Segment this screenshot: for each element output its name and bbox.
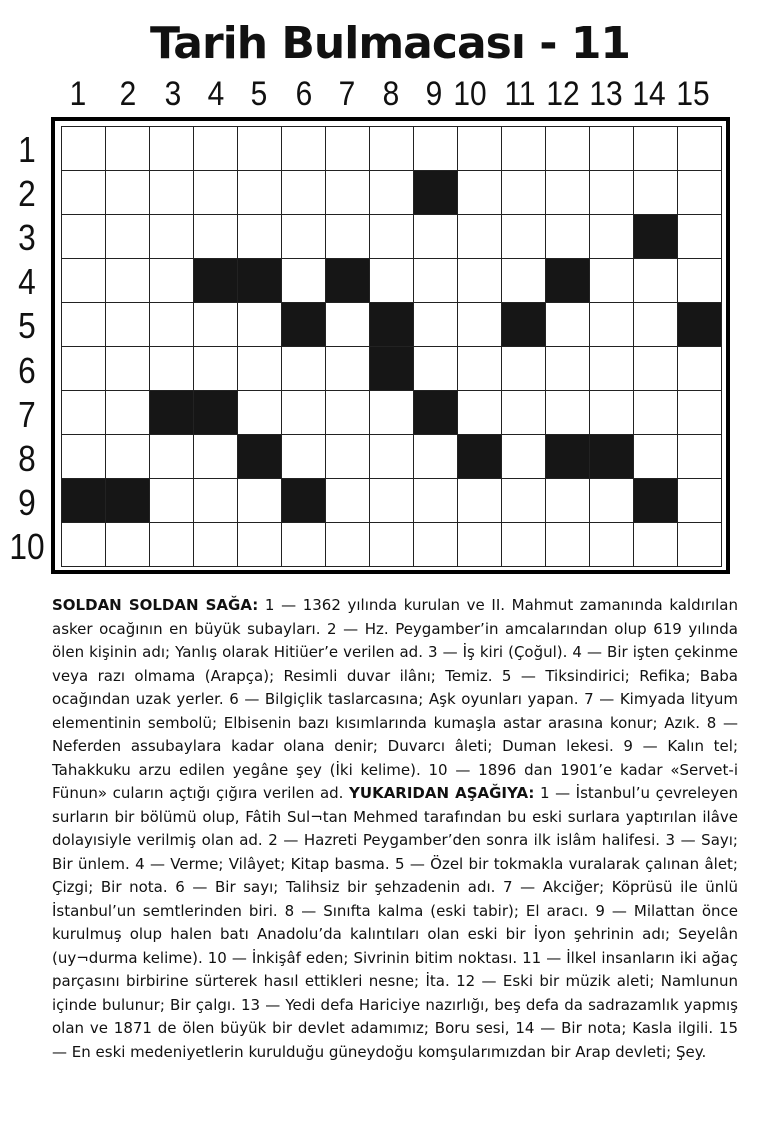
grid-cell[interactable] — [678, 347, 722, 391]
grid-cell[interactable] — [238, 391, 282, 435]
grid-cell[interactable] — [326, 215, 370, 259]
grid-cell[interactable] — [194, 127, 238, 171]
black-cell — [634, 215, 678, 259]
black-cell — [106, 479, 150, 523]
grid-cell[interactable] — [678, 523, 722, 567]
grid-cell[interactable] — [238, 479, 282, 523]
column-number: 5 — [250, 75, 268, 113]
row-number: 9 — [18, 481, 36, 523]
grid-cell[interactable] — [238, 215, 282, 259]
grid-cell[interactable] — [590, 303, 634, 347]
grid-cell[interactable] — [238, 523, 282, 567]
grid-cell[interactable] — [106, 391, 150, 435]
black-cell — [458, 435, 502, 479]
across-heading: SOLDAN SOLDAN SAĞA: — [52, 596, 259, 614]
grid-cell[interactable] — [150, 479, 194, 523]
grid-cell[interactable] — [238, 127, 282, 171]
grid-cell[interactable] — [502, 127, 546, 171]
grid-cell[interactable] — [546, 127, 590, 171]
grid-cell[interactable] — [458, 391, 502, 435]
column-number: 9 — [425, 75, 443, 113]
grid-cell[interactable] — [282, 391, 326, 435]
grid-cell[interactable] — [106, 127, 150, 171]
grid-cell[interactable] — [62, 391, 106, 435]
grid-cell[interactable] — [150, 303, 194, 347]
column-number: 11 — [504, 75, 536, 113]
grid-cell[interactable] — [238, 171, 282, 215]
down-clues: 1 — İstanbul’u çevreleyen surların bir bölümü olup, Fâtih Sul¬tan Mehmed tarafından bu eski surlara yaptırılan ilâve dolayısiyle verilmiş olan ad. 2 — Hazreti Peygamber’den sonra ilk islâm halifesi. 3 — Sayı; Bir ünlem. 4 — Verme; Vilâyet; Kitap basma. 5 — Özel bir tokmakla vuralarak çalınan âlet; Çizgi; Bir nota. 6 — Bir sayı; Talihsiz bir şehzadenin adı. 7 — Akciğer; Köprüsü ile ünlü İstanbul’un semtlerinden biri. 8 — Sınıfta kalma (eski tabir); El aracı. 9 — Milattan önce kurulmuş olup halen batı Anadolu’da kalıntıları olan eski bir İyon şehrinin adı; Seyelân (uy¬durma kelime). 10 — İnkişâf eden; Sivrinin bitim noktası. 11 — İlkel insanların iki ağaç parçasını birbirine sürterek hasıl ettikleri nesne; İta. 12 — Eski bir müzik aleti; Namlunun içinde bulunur; Bir çalgı. 13 — Yedi defa Hariciye nazırlığı, beş defa da sadrazamlık yapmış olan ve 1871 de ölen büyük bir devlet adamımız; Boru sesi, 14 — Bir nota; Kasla ilgili. 15 — En eski medeniyetlerin kurulduğu güneydoğu komşularımızdan bir Arap devleti; Şey. — [52, 784, 738, 1061]
grid-cell[interactable] — [634, 259, 678, 303]
grid-cell[interactable] — [414, 347, 458, 391]
grid-cell[interactable] — [678, 171, 722, 215]
grid-cell[interactable] — [678, 479, 722, 523]
grid-cell[interactable] — [238, 303, 282, 347]
grid-cell[interactable] — [414, 303, 458, 347]
grid-cell[interactable] — [634, 127, 678, 171]
column-number: 14 — [632, 75, 666, 113]
grid-cell[interactable] — [634, 347, 678, 391]
grid-cell[interactable] — [678, 215, 722, 259]
down-heading: YUKARIDAN AŞAĞIYA: — [349, 784, 535, 802]
black-cell — [62, 479, 106, 523]
grid-cell[interactable] — [150, 215, 194, 259]
grid-cell[interactable] — [502, 479, 546, 523]
grid-cell[interactable] — [678, 127, 722, 171]
row-number: 7 — [18, 393, 36, 435]
grid-cell[interactable] — [106, 435, 150, 479]
column-number: 12 — [546, 75, 580, 113]
row-number: 6 — [18, 349, 36, 391]
grid-cell[interactable] — [370, 215, 414, 259]
black-cell — [414, 171, 458, 215]
grid-cell[interactable] — [678, 435, 722, 479]
grid-cell[interactable] — [370, 523, 414, 567]
grid-cell[interactable] — [62, 127, 106, 171]
grid-cell[interactable] — [458, 259, 502, 303]
grid-cell[interactable] — [282, 127, 326, 171]
grid-cell[interactable] — [590, 171, 634, 215]
grid-cell[interactable] — [150, 347, 194, 391]
grid-cell[interactable] — [370, 171, 414, 215]
grid-cell[interactable] — [458, 215, 502, 259]
grid-cell[interactable] — [150, 435, 194, 479]
grid-cell[interactable] — [194, 523, 238, 567]
column-number: 15 — [676, 75, 710, 113]
grid-cell[interactable] — [458, 171, 502, 215]
column-number: 1 — [69, 75, 87, 113]
grid-cell[interactable] — [62, 435, 106, 479]
grid-cell[interactable] — [150, 259, 194, 303]
grid-cell[interactable] — [150, 127, 194, 171]
grid-cell[interactable] — [502, 171, 546, 215]
column-number: 4 — [207, 75, 225, 113]
grid-cell[interactable] — [62, 523, 106, 567]
column-number: 13 — [589, 75, 623, 113]
row-number: 8 — [18, 437, 36, 479]
grid-cell[interactable] — [194, 215, 238, 259]
grid-cell[interactable] — [62, 259, 106, 303]
grid-cell[interactable] — [326, 347, 370, 391]
grid-cell[interactable] — [282, 171, 326, 215]
grid-cell[interactable] — [634, 303, 678, 347]
grid-cell[interactable] — [502, 259, 546, 303]
column-number: 10 — [453, 75, 487, 113]
column-number: 6 — [295, 75, 313, 113]
grid-cell[interactable] — [590, 127, 634, 171]
black-cell — [546, 435, 590, 479]
black-cell — [502, 303, 546, 347]
black-cell — [150, 391, 194, 435]
black-cell — [326, 259, 370, 303]
black-cell — [238, 259, 282, 303]
grid-cell[interactable] — [326, 523, 370, 567]
grid-cell[interactable] — [282, 435, 326, 479]
grid-cell[interactable] — [590, 215, 634, 259]
grid-cell[interactable] — [414, 523, 458, 567]
grid-cell[interactable] — [326, 303, 370, 347]
grid-cell[interactable] — [326, 391, 370, 435]
grid-cell[interactable] — [282, 347, 326, 391]
grid-cell[interactable] — [546, 391, 590, 435]
grid-cell[interactable] — [458, 523, 502, 567]
grid-cell[interactable] — [106, 171, 150, 215]
row-number: 2 — [18, 173, 36, 215]
grid-cell[interactable] — [326, 479, 370, 523]
grid-cell[interactable] — [590, 479, 634, 523]
column-number: 7 — [338, 75, 356, 113]
grid-cell[interactable] — [634, 391, 678, 435]
row-number: 10 — [9, 525, 45, 567]
grid-cell[interactable] — [106, 523, 150, 567]
row-number: 1 — [18, 129, 36, 170]
grid-cell[interactable] — [590, 391, 634, 435]
column-number: 3 — [164, 75, 182, 113]
grid-cell[interactable] — [370, 435, 414, 479]
black-cell — [678, 303, 722, 347]
black-cell — [414, 391, 458, 435]
black-cell — [370, 303, 414, 347]
grid-cell[interactable] — [590, 347, 634, 391]
black-cell — [194, 391, 238, 435]
grid-cell[interactable] — [150, 171, 194, 215]
grid-cell[interactable] — [458, 303, 502, 347]
grid-cell[interactable] — [106, 259, 150, 303]
grid-cell[interactable] — [458, 127, 502, 171]
grid-cell[interactable] — [62, 347, 106, 391]
grid-cell[interactable] — [458, 347, 502, 391]
grid-cell[interactable] — [282, 523, 326, 567]
grid-cell[interactable] — [414, 215, 458, 259]
grid-cell[interactable] — [502, 435, 546, 479]
crossword-grid — [61, 126, 722, 567]
grid-cell[interactable] — [414, 127, 458, 171]
grid-cell[interactable] — [370, 259, 414, 303]
black-cell — [194, 259, 238, 303]
grid-cell[interactable] — [414, 259, 458, 303]
black-cell — [546, 259, 590, 303]
grid-cell[interactable] — [546, 171, 590, 215]
grid-cell[interactable] — [502, 215, 546, 259]
grid-cell[interactable] — [194, 171, 238, 215]
grid-cell[interactable] — [414, 435, 458, 479]
grid-cell[interactable] — [502, 391, 546, 435]
row-number: 3 — [18, 217, 36, 259]
column-number: 2 — [119, 75, 137, 113]
grid-cell[interactable] — [546, 523, 590, 567]
clues-text — [52, 594, 738, 1064]
grid-cell[interactable] — [414, 479, 458, 523]
grid-cell[interactable] — [282, 259, 326, 303]
across-clues: 1 — 1362 yılında kurulan ve II. Mahmut zamanında kaldırılan asker ocağının en büyük subayları. 2 — Hz. Peygamber’in amcalarından olup 619 yılında ölen kişinin adı; Yanlış olarak Hitiüer’e verilen ad. 3 — İş kiri (Çoğul). 4 — Bir işten çekinme veya razı olmama (Arapça); Resimli duvar ilânı; Temiz. 5 — Tiksindirici; Refika; Baba ocağından uzak yerler. 6 — Bilgiçlik taslarcasına; Aşk oyunları yapan. 7 — Kimyada lityum elementinin sembolü; Elbisenin bazı kısımlarında kumaşla astar arasına konur; Azık. 8 — Neferden assubaylara kadar olana denir; Duvarcı âleti; Duman lekesi. 9 — Kalın tel; Tahakkuku arzu edilen yegâne şey (İki kelime). 10 — 1896 dan 1901’e kadar «Servet-i Fünun» cuların açtığı çığıra verilen ad. — [52, 596, 738, 802]
grid-cell[interactable] — [546, 479, 590, 523]
grid-cell[interactable] — [194, 479, 238, 523]
black-cell — [282, 303, 326, 347]
grid-cell[interactable] — [326, 127, 370, 171]
grid-cell[interactable] — [326, 171, 370, 215]
grid-cell[interactable] — [106, 215, 150, 259]
grid-cell[interactable] — [634, 435, 678, 479]
grid-cell[interactable] — [326, 435, 370, 479]
grid-cell[interactable] — [502, 347, 546, 391]
grid-cell[interactable] — [634, 171, 678, 215]
grid-cell[interactable] — [238, 347, 282, 391]
grid-cell[interactable] — [370, 479, 414, 523]
grid-cell[interactable] — [282, 215, 326, 259]
grid-cell[interactable] — [502, 523, 546, 567]
black-cell — [590, 435, 634, 479]
grid-cell[interactable] — [546, 303, 590, 347]
row-number: 5 — [18, 305, 36, 347]
column-number: 8 — [382, 75, 400, 113]
grid-cell[interactable] — [678, 259, 722, 303]
black-cell — [282, 479, 326, 523]
grid-cell[interactable] — [370, 391, 414, 435]
grid-cell[interactable] — [150, 523, 194, 567]
grid-cell[interactable] — [546, 215, 590, 259]
grid-cell[interactable] — [546, 347, 590, 391]
grid-cell[interactable] — [678, 391, 722, 435]
black-cell — [238, 435, 282, 479]
grid-cell[interactable] — [106, 347, 150, 391]
grid-cell[interactable] — [194, 347, 238, 391]
black-cell — [370, 347, 414, 391]
grid-cell[interactable] — [194, 435, 238, 479]
grid-cell[interactable] — [106, 303, 150, 347]
grid-cell[interactable] — [458, 479, 502, 523]
black-cell — [634, 479, 678, 523]
grid-cell[interactable] — [370, 127, 414, 171]
grid-cell[interactable] — [62, 215, 106, 259]
grid-cell[interactable] — [62, 303, 106, 347]
grid-cell[interactable] — [194, 303, 238, 347]
row-number: 4 — [18, 261, 36, 303]
grid-cell[interactable] — [590, 259, 634, 303]
grid-cell[interactable] — [634, 523, 678, 567]
puzzle-title: Tarih Bulmacası - 11 — [149, 18, 631, 69]
grid-cell[interactable] — [62, 171, 106, 215]
grid-cell[interactable] — [590, 523, 634, 567]
